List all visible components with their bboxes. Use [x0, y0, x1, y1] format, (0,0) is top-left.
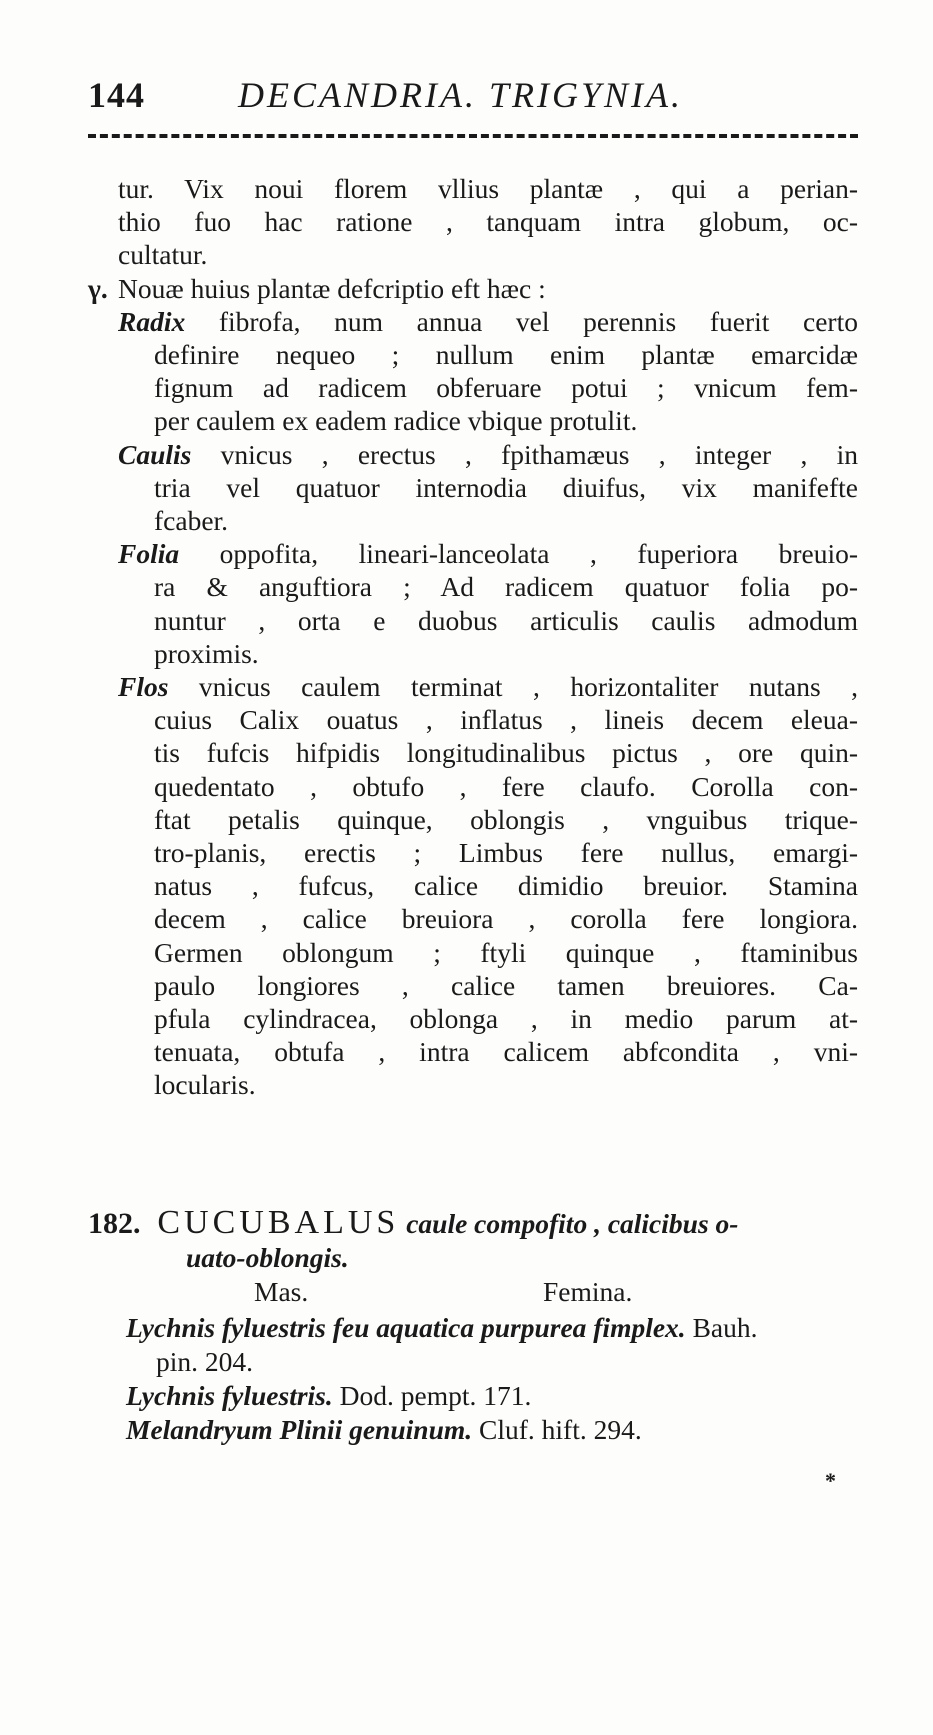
text-line: ftat petalis quinque, oblongis , vnguibus trique- — [154, 803, 858, 835]
header-rule — [88, 134, 858, 138]
text-line: proximis. — [154, 637, 259, 669]
flos-first-line: Flos vnicus caulem terminat , horizontaliter nutans , — [118, 671, 858, 703]
signature-mark: * — [825, 1468, 836, 1493]
text-line: quedentato , obtufo , fere claufo. Corolla con- — [154, 770, 858, 802]
text-line: fignum ad radicem obferuare potui ; vnicum fem- — [154, 372, 858, 404]
text-line: cultatur. — [118, 239, 208, 271]
synonym-line: pin. 204. — [156, 1346, 254, 1377]
text-line: nuntur , orta e duobus articulis caulis admodum — [154, 604, 858, 636]
folia-first-line: Folia oppofita, lineari-lanceolata , fuperiora breuio- — [118, 538, 858, 570]
synonym-name: Melandryum Plinii genuinum. — [126, 1414, 473, 1445]
synonym-name: Lychnis fyluestris. — [126, 1380, 333, 1411]
entry-number: 182. — [88, 1207, 141, 1240]
running-title: DECANDRIA. TRIGYNIA. — [238, 75, 683, 115]
text-line: tenuata, obtufa , intra calicem abfcondita , vni- — [154, 1036, 858, 1068]
term-flos: Flos — [118, 671, 169, 703]
caulis-first-line: Caulis vnicus , erectus , fpithamæus , integer , in — [118, 438, 858, 470]
entry-heading — [88, 1206, 858, 1241]
page-number: 144 — [88, 75, 145, 115]
genus-name: CUCUBALUS — [157, 1204, 400, 1241]
label-femina: Femina. — [543, 1276, 633, 1307]
synonym-ref: Bauh. — [692, 1312, 758, 1343]
text-line: locularis. — [154, 1069, 256, 1101]
text-line: ra & anguftiora ; Ad radicem quatuor folia po- — [154, 571, 858, 603]
synonym-line — [88, 1413, 858, 1447]
diagnosis-continued: uato-oblongis. — [186, 1242, 349, 1273]
synonym-line — [88, 1379, 858, 1413]
synonym-line — [88, 1311, 858, 1345]
description-intro-line — [88, 272, 858, 305]
term-radix: Radix — [118, 305, 186, 337]
species-entry — [88, 1206, 858, 1447]
page-header — [88, 74, 858, 124]
text-line: definire nequeo ; nullum enim plantæ emarcidæ — [154, 339, 858, 371]
text-line: Germen oblongum ; ftyli quinque , ftaminibus — [154, 936, 858, 968]
text-line: per caulem ex eadem radice vbique protulit. — [154, 405, 638, 437]
radix-first-line: Radix fibrofa, num annua vel perennis fuerit certo — [118, 305, 858, 337]
description-intro: Nouæ huius plantæ defcriptio eft hæc : — [118, 272, 546, 304]
section-marker: γ. — [88, 272, 108, 304]
description-text — [88, 172, 858, 1102]
text-line: pfula cylindracea, oblonga , in medio parum at- — [154, 1003, 858, 1035]
text-line: thio fuo hac ratione , tanquam intra globum, oc- — [118, 206, 858, 238]
term-caulis: Caulis — [118, 438, 192, 470]
text-line: tis fufcis hifpidis longitudinalibus pictus , ore quin- — [154, 737, 858, 769]
label-mas: Mas. — [254, 1276, 309, 1307]
text-line: tro-planis, erectis ; Limbus fere nullus, emargi- — [154, 837, 858, 869]
sex-labels — [88, 1275, 858, 1311]
text-line: cuius Calix ouatus , inflatus , lineis decem eleua- — [154, 704, 858, 736]
text-line: fcaber. — [154, 505, 229, 537]
text-line: natus , fufcus, calice dimidio breuior. Stamina — [154, 870, 858, 902]
term-folia: Folia — [118, 538, 180, 570]
diagnosis: caule compofito , calicibus o- — [406, 1208, 739, 1239]
text-line: paulo longiores , calice tamen breuiores. Ca- — [154, 969, 858, 1001]
synonym-ref: Dod. pempt. 171. — [339, 1380, 532, 1411]
text-line: tur. Vix noui florem vllius plantæ , qui a perian- — [118, 173, 858, 204]
text-line: tria vel quatuor internodia diuifus, vix manifefte — [154, 471, 858, 503]
text-line: decem , calice breuiora , corolla fere longiora. — [154, 903, 858, 935]
synonym-name: Lychnis fyluestris feu aquatica purpurea fimplex. — [126, 1312, 686, 1343]
synonym-ref: Cluf. hift. 294. — [479, 1414, 642, 1445]
